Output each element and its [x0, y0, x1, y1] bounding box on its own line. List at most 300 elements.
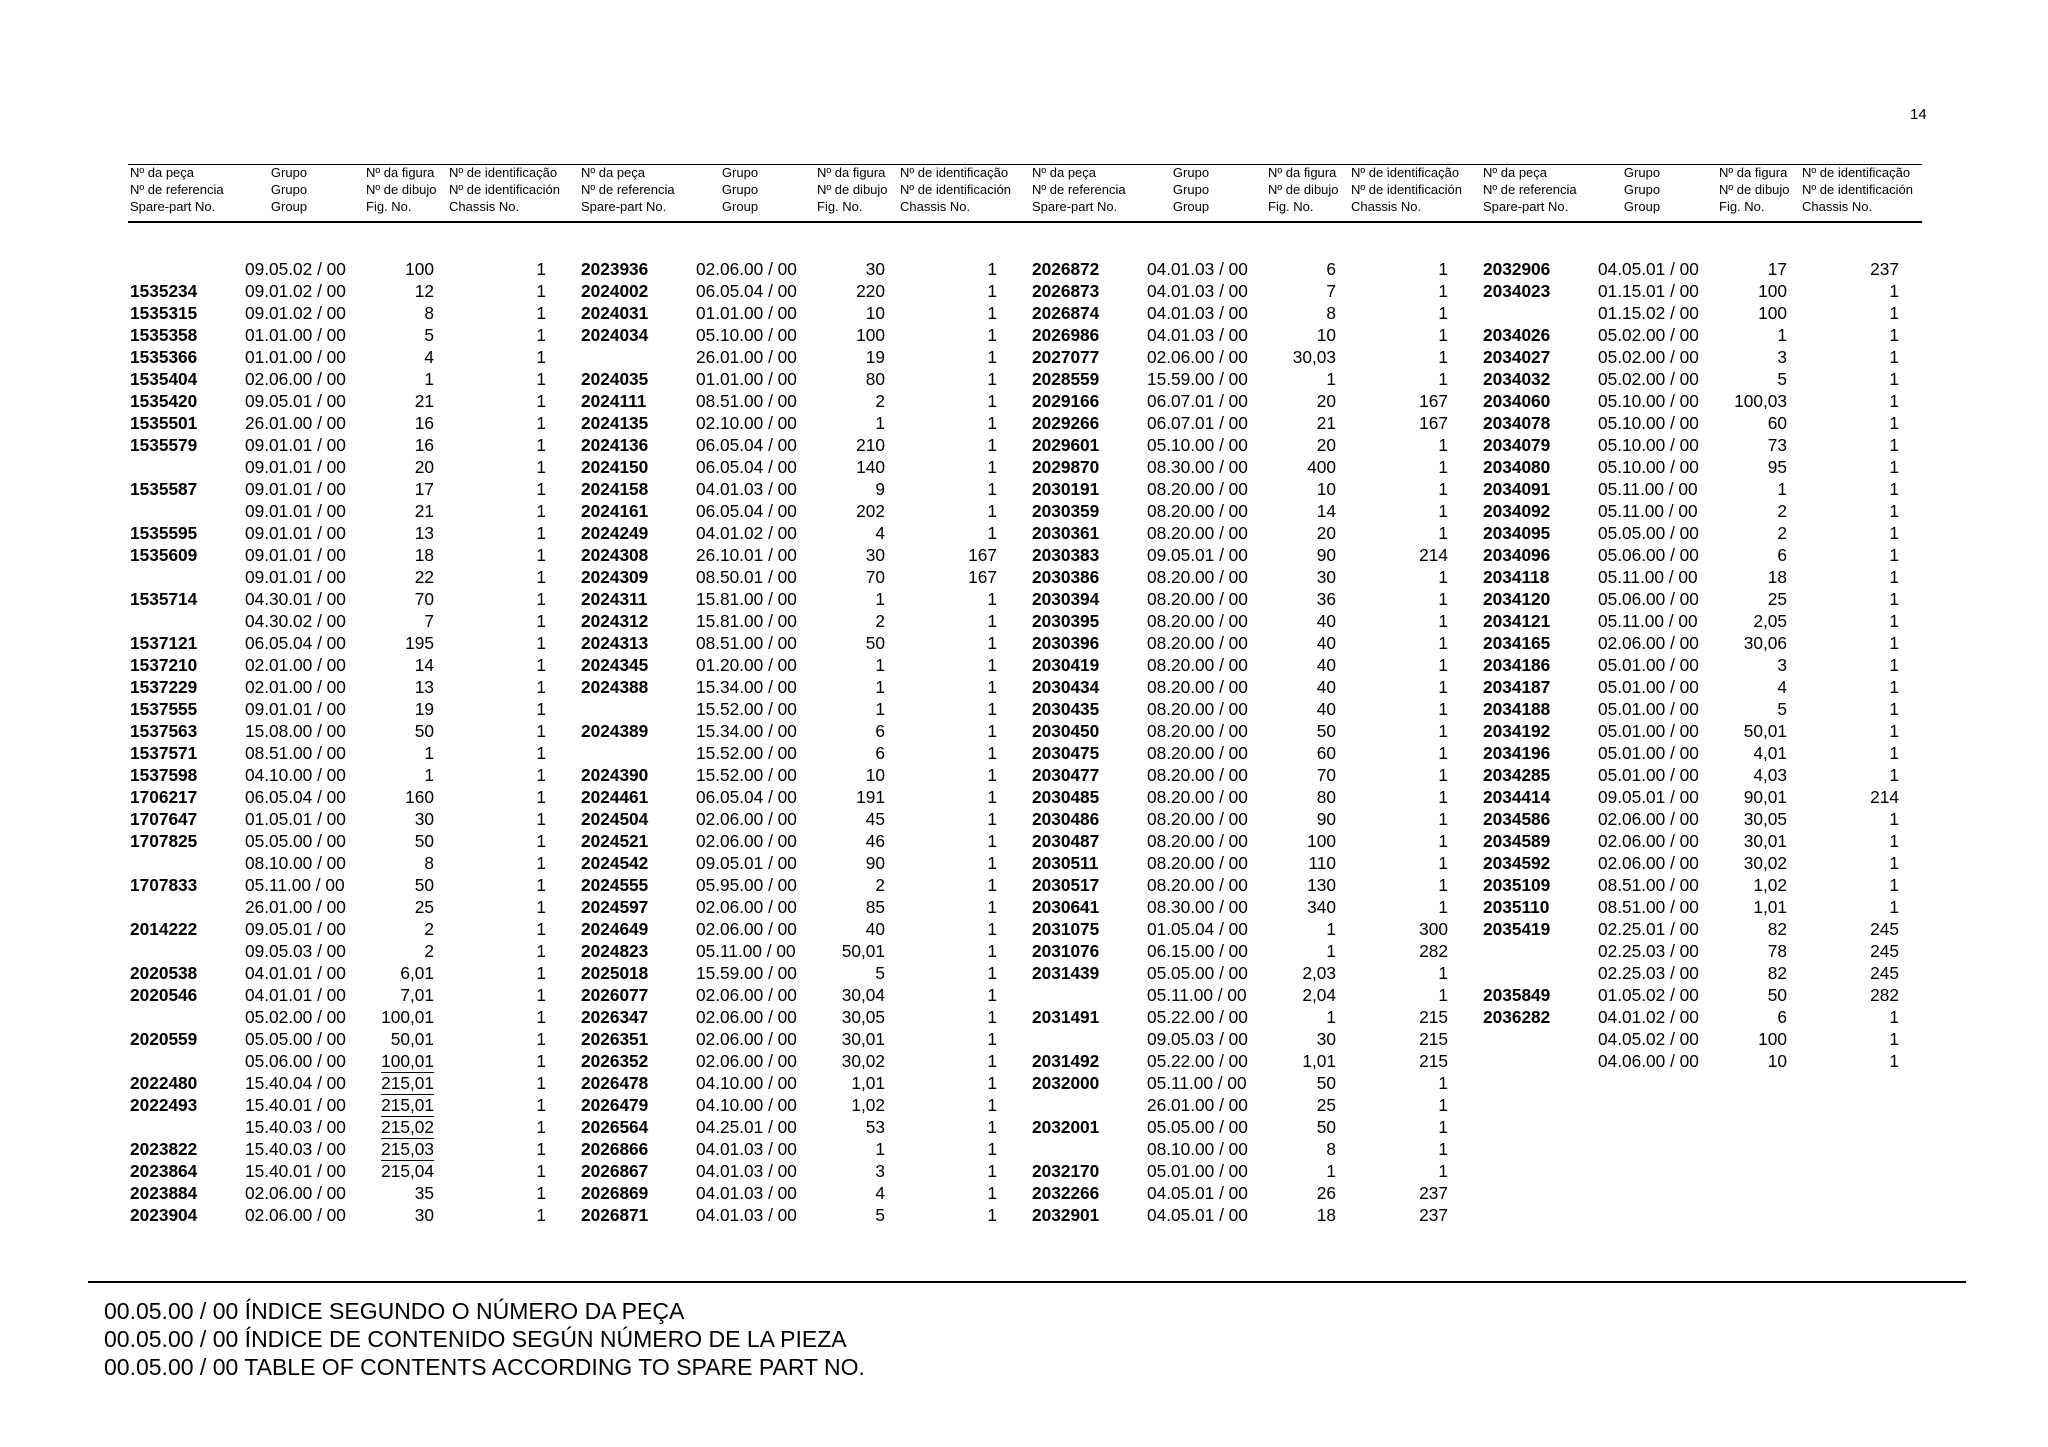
group-code: 09.01.01 / 00: [245, 435, 346, 455]
part-number: 2032170: [1032, 1161, 1100, 1181]
figure-number: 95: [1767, 457, 1787, 477]
table-row: [130, 918, 570, 940]
figure-number: 2: [424, 919, 434, 939]
group-code: 08.20.00 / 00: [1147, 765, 1248, 785]
figure-number: 1: [875, 413, 885, 433]
chassis-number: 1: [536, 1073, 546, 1093]
chassis-number: 1: [987, 677, 997, 697]
figure-number: 10: [865, 303, 885, 323]
table-row: [581, 368, 1021, 390]
group-code: 26.01.00 / 00: [696, 347, 797, 367]
chassis-number: 1: [536, 655, 546, 675]
part-number: 2030386: [1032, 567, 1100, 587]
group-code: 08.51.00 / 00: [245, 743, 346, 763]
table-row: [581, 280, 1021, 302]
table-row: [581, 720, 1021, 742]
part-number: 2034118: [1483, 567, 1550, 587]
part-number: 2024135: [581, 413, 649, 433]
part-number: 2026347: [581, 1007, 649, 1027]
chassis-number: 167: [968, 545, 997, 565]
chassis-number: 1: [987, 1073, 997, 1093]
chassis-number: 1: [987, 391, 997, 411]
table-row: [1032, 962, 1472, 984]
table-row: [1032, 654, 1472, 676]
figure-number: 195: [405, 633, 434, 653]
part-number: 2030641: [1032, 897, 1100, 917]
header-part-no-line: Nº da peça: [1032, 165, 1097, 180]
table-row: [1032, 918, 1472, 940]
part-number: 2031492: [1032, 1051, 1100, 1071]
group-code: 01.01.00 / 00: [245, 347, 346, 367]
header-part-no-line: Nº de referencia: [1483, 182, 1577, 197]
figure-number: 1: [424, 369, 434, 389]
table-row: [1032, 412, 1472, 434]
chassis-number: 1: [987, 1117, 997, 1137]
figure-number: 160: [405, 787, 434, 807]
figure-number: 100: [1758, 1029, 1787, 1049]
figure-number: 82: [1767, 963, 1787, 983]
table-row: [130, 368, 570, 390]
figure-number: 80: [865, 369, 885, 389]
group-code: 05.05.00 / 00: [1147, 963, 1248, 983]
chassis-number: 1: [1438, 501, 1448, 521]
table-row: [581, 1182, 1021, 1204]
figure-number: 100: [1307, 831, 1336, 851]
group-code: 08.20.00 / 00: [1147, 677, 1248, 697]
group-code: 05.10.00 / 00: [1598, 457, 1699, 477]
table-row: [1483, 918, 1923, 940]
part-number: 1535358: [130, 325, 198, 345]
part-number: 2034026: [1483, 325, 1551, 345]
table-row: [130, 1204, 570, 1226]
figure-number: 19: [414, 699, 434, 719]
part-number: 2024249: [581, 523, 649, 543]
chassis-number: 1: [1438, 259, 1448, 279]
table-row: [1032, 1006, 1472, 1028]
figure-number: 4: [875, 1183, 885, 1203]
group-code: 26.01.00 / 00: [245, 897, 346, 917]
chassis-number: 1: [536, 1095, 546, 1115]
chassis-number: 1: [1889, 391, 1899, 411]
group-code: 04.10.00 / 00: [696, 1095, 797, 1115]
chassis-number: 1: [1438, 699, 1448, 719]
header-part-no-line: Spare-part No.: [1483, 199, 1569, 214]
chassis-number: 1: [536, 941, 546, 961]
table-row: [1032, 764, 1472, 786]
chassis-number: 1: [536, 1139, 546, 1159]
table-row: [581, 500, 1021, 522]
table-row: [1483, 588, 1923, 610]
table-row: [1483, 258, 1923, 280]
group-code: 05.11.00 / 00: [1598, 611, 1698, 631]
figure-number: 46: [865, 831, 885, 851]
group-code: 04.01.02 / 00: [696, 523, 797, 543]
group-code: 05.05.00 / 00: [1147, 1117, 1248, 1137]
chassis-number: 282: [1419, 941, 1448, 961]
chassis-number: 215: [1419, 1029, 1448, 1049]
part-number: 2036282: [1483, 1007, 1551, 1027]
figure-number: 215,04: [381, 1161, 434, 1181]
group-code: 01.01.00 / 00: [245, 325, 346, 345]
chassis-number: 1: [536, 897, 546, 917]
table-row: [1032, 940, 1472, 962]
header-chassis-no-line: Nº de identificación: [1351, 182, 1462, 197]
header-fig-no-line: Fig. No.: [366, 199, 412, 214]
group-code: 05.01.00 / 00: [1598, 677, 1699, 697]
group-code: 08.10.00 / 00: [1147, 1139, 1248, 1159]
header-part-no-line: Spare-part No.: [581, 199, 667, 214]
part-number: 1535595: [130, 523, 198, 543]
table-row: [581, 1072, 1021, 1094]
part-number: 2024312: [581, 611, 649, 631]
chassis-number: 1: [987, 963, 997, 983]
group-code: 04.01.03 / 00: [696, 1183, 797, 1203]
figure-number: 6: [1777, 1007, 1787, 1027]
figure-number: 18: [1767, 567, 1787, 587]
group-code: 08.20.00 / 00: [1147, 567, 1248, 587]
table-row: [1483, 632, 1923, 654]
table-row: [581, 1006, 1021, 1028]
group-code: 09.05.03 / 00: [245, 941, 346, 961]
part-number: 2024390: [581, 765, 649, 785]
figure-number: 90,01: [1743, 787, 1787, 807]
group-code: 02.06.00 / 00: [696, 831, 797, 851]
figure-number: 1: [1326, 919, 1336, 939]
table-row: [1032, 1050, 1472, 1072]
chassis-number: 1: [1889, 435, 1899, 455]
figure-number: 30: [414, 809, 434, 829]
figure-number: 4,01: [1753, 743, 1787, 763]
table-row: [130, 786, 570, 808]
table-row: [581, 830, 1021, 852]
part-number: 2034023: [1483, 281, 1551, 301]
figure-number: 82: [1767, 919, 1787, 939]
chassis-number: 1: [987, 655, 997, 675]
figure-number: 1: [424, 765, 434, 785]
part-number: 2030361: [1032, 523, 1100, 543]
figure-number: 20: [414, 457, 434, 477]
chassis-number: 1: [536, 743, 546, 763]
chassis-number: 1: [987, 831, 997, 851]
figure-number: 2: [424, 941, 434, 961]
part-number: 2034196: [1483, 743, 1551, 763]
figure-number: 20: [1316, 523, 1336, 543]
table-row: [581, 478, 1021, 500]
group-code: 09.05.01 / 00: [1147, 545, 1248, 565]
group-code: 01.05.02 / 00: [1598, 985, 1699, 1005]
group-code: 05.11.00 / 00: [1147, 1073, 1247, 1093]
chassis-number: 1: [536, 589, 546, 609]
table-row: [1032, 368, 1472, 390]
chassis-number: 167: [1419, 391, 1448, 411]
figure-number: 215,01: [381, 1095, 434, 1115]
figure-number: 10: [865, 765, 885, 785]
group-code: 09.05.02 / 00: [245, 259, 346, 279]
group-code: 06.07.01 / 00: [1147, 391, 1248, 411]
part-number: 2034092: [1483, 501, 1551, 521]
group-code: 05.11.00 / 00: [696, 941, 796, 961]
figure-number: 3: [1777, 347, 1787, 367]
header-chassis-no-line: Nº de identificación: [1802, 182, 1913, 197]
header-part-no: [1483, 164, 1577, 215]
figure-number: 14: [414, 655, 434, 675]
header-group-line: Grupo: [1623, 182, 1661, 197]
table-row: [130, 742, 570, 764]
group-code: 15.52.00 / 00: [696, 765, 797, 785]
table-row: [1483, 434, 1923, 456]
table-row: [1032, 478, 1472, 500]
chassis-number: 1: [1889, 831, 1899, 851]
figure-number: 30,01: [1743, 831, 1787, 851]
part-number: 2024031: [581, 303, 649, 323]
chassis-number: 1: [536, 677, 546, 697]
chassis-number: 1: [536, 985, 546, 1005]
chassis-number: 1: [987, 413, 997, 433]
table-row: [1483, 1028, 1923, 1050]
part-number: 1537229: [130, 677, 198, 697]
chassis-number: 1: [536, 1205, 546, 1225]
group-code: 05.01.00 / 00: [1147, 1161, 1248, 1181]
header-rule-bottom: [128, 221, 1922, 223]
part-number: 2034285: [1483, 765, 1551, 785]
table-row: [130, 434, 570, 456]
table-row: [581, 588, 1021, 610]
chassis-number: 1: [1438, 369, 1448, 389]
table-row: [581, 610, 1021, 632]
table-row: [581, 896, 1021, 918]
figure-number: 215,03: [381, 1139, 434, 1159]
group-code: 15.40.03 / 00: [245, 1117, 346, 1137]
chassis-number: 1: [1438, 1161, 1448, 1181]
figure-number: 20: [1316, 391, 1336, 411]
figure-number: 50: [1316, 1117, 1336, 1137]
group-code: 15.81.00 / 00: [696, 589, 797, 609]
part-number: 2023936: [581, 259, 649, 279]
group-code: 15.40.01 / 00: [245, 1095, 346, 1115]
table-row: [130, 1006, 570, 1028]
part-number: 2030517: [1032, 875, 1100, 895]
table-row: [130, 1050, 570, 1072]
group-code: 15.40.04 / 00: [245, 1073, 346, 1093]
part-number: 2024308: [581, 545, 649, 565]
table-row: [1032, 1138, 1472, 1160]
header-fig-no-line: Nº da figura: [1268, 165, 1337, 180]
table-row: [1032, 632, 1472, 654]
part-number: 2030435: [1032, 699, 1100, 719]
part-number: 2026479: [581, 1095, 649, 1115]
chassis-number: 1: [1438, 589, 1448, 609]
figure-number: 2,04: [1302, 985, 1336, 1005]
group-code: 08.20.00 / 00: [1147, 787, 1248, 807]
group-code: 05.05.00 / 00: [1598, 523, 1699, 543]
figure-number: 12: [414, 281, 434, 301]
figure-number: 3: [875, 1161, 885, 1181]
page-number: 14: [1910, 106, 1927, 123]
chassis-number: 1: [1889, 743, 1899, 763]
part-number: 2024388: [581, 677, 649, 697]
figure-number: 2,05: [1753, 611, 1787, 631]
table-row: [1483, 456, 1923, 478]
figure-number: 1: [424, 743, 434, 763]
header-group: [1598, 164, 1686, 215]
group-code: 08.10.00 / 00: [245, 853, 346, 873]
table-row: [1032, 566, 1472, 588]
header-fig-no-line: Nº da figura: [817, 165, 886, 180]
table-row: [130, 324, 570, 346]
part-number: 2034192: [1483, 721, 1551, 741]
table-row: [1032, 1072, 1472, 1094]
figure-number: 1: [1777, 325, 1787, 345]
figure-number: 8: [424, 303, 434, 323]
chassis-number: 1: [536, 875, 546, 895]
part-number: 1535404: [130, 369, 198, 389]
group-code: 09.05.01 / 00: [245, 919, 346, 939]
group-code: 05.10.00 / 00: [1147, 435, 1248, 455]
chassis-number: 1: [1438, 1073, 1448, 1093]
chassis-number: 1: [987, 435, 997, 455]
figure-number: 100,03: [1734, 391, 1787, 411]
chassis-number: 1: [1889, 655, 1899, 675]
figure-number: 202: [856, 501, 885, 521]
figure-number: 1: [875, 677, 885, 697]
part-number: 1535501: [130, 413, 198, 433]
part-number: 1537598: [130, 765, 198, 785]
figure-number: 73: [1767, 435, 1787, 455]
chassis-number: 1: [536, 1117, 546, 1137]
group-code: 05.01.00 / 00: [1598, 721, 1699, 741]
header-chassis-no: [449, 164, 560, 215]
figure-number: 26: [1316, 1183, 1336, 1203]
header-fig-no-line: Fig. No.: [1268, 199, 1314, 214]
figure-number: 8: [1326, 303, 1336, 323]
part-number: 1535609: [130, 545, 198, 565]
figure-number: 100,01: [381, 1051, 434, 1071]
chassis-number: 1: [1438, 985, 1448, 1005]
figure-number: 21: [414, 501, 434, 521]
part-number: 2027077: [1032, 347, 1100, 367]
part-number: 2035109: [1483, 875, 1551, 895]
header-fig-no: [1268, 164, 1339, 215]
part-number: 2026478: [581, 1073, 649, 1093]
chassis-number: 1: [1438, 743, 1448, 763]
header-chassis-no-line: Nº de identificação: [449, 165, 558, 180]
chassis-number: 1: [1438, 875, 1448, 895]
figure-number: 3: [1777, 655, 1787, 675]
part-number: 1537555: [130, 699, 198, 719]
figure-number: 110: [1308, 853, 1336, 873]
header-group-line: Group: [1172, 199, 1210, 214]
table-row: [1483, 984, 1923, 1006]
part-number: 2034592: [1483, 853, 1551, 873]
footer-title-es: 00.05.00 / 00 ÍNDICE DE CONTENIDO SEGÚN NÚMERO DE LA PIEZA: [104, 1326, 847, 1352]
table-row: [130, 390, 570, 412]
figure-number: 78: [1767, 941, 1787, 961]
part-number: 2022493: [130, 1095, 198, 1115]
group-code: 05.22.00 / 00: [1147, 1007, 1248, 1027]
group-code: 06.05.04 / 00: [696, 787, 797, 807]
header-chassis-no: [1351, 164, 1462, 215]
part-number: 2030487: [1032, 831, 1100, 851]
group-code: 09.01.01 / 00: [245, 479, 346, 499]
header-fig-no-line: Nº da figura: [366, 165, 435, 180]
table-row: [1483, 962, 1923, 984]
group-code: 05.01.00 / 00: [1598, 699, 1699, 719]
figure-number: 35: [414, 1183, 434, 1203]
figure-number: 30: [865, 545, 885, 565]
part-number: 2023904: [130, 1205, 198, 1225]
part-number: 2024309: [581, 567, 649, 587]
figure-number: 50,01: [841, 941, 885, 961]
figure-number: 210: [856, 435, 885, 455]
group-code: 04.10.00 / 00: [696, 1073, 797, 1093]
figure-number: 400: [1307, 457, 1336, 477]
chassis-number: 1: [536, 413, 546, 433]
table-row: [581, 742, 1021, 764]
group-code: 02.06.00 / 00: [1598, 831, 1699, 851]
group-code: 08.20.00 / 00: [1147, 633, 1248, 653]
group-code: 05.02.00 / 00: [1598, 325, 1699, 345]
part-number: 1707647: [130, 809, 198, 829]
group-code: 05.01.00 / 00: [1598, 743, 1699, 763]
table-row: [1483, 500, 1923, 522]
figure-number: 1,02: [1753, 875, 1787, 895]
chassis-number: 1: [987, 1051, 997, 1071]
figure-number: 10: [1316, 325, 1336, 345]
header-chassis-no: [1802, 164, 1913, 215]
figure-number: 6: [1326, 259, 1336, 279]
figure-number: 13: [414, 677, 434, 697]
group-code: 01.05.04 / 00: [1147, 919, 1248, 939]
group-code: 02.25.01 / 00: [1598, 919, 1699, 939]
part-number: 1537563: [130, 721, 198, 741]
header-chassis-no-line: Nº de identificação: [1351, 165, 1460, 180]
group-code: 04.01.03 / 00: [696, 1161, 797, 1181]
header-part-no: [581, 164, 675, 215]
table-row: [581, 390, 1021, 412]
chassis-number: 1: [1438, 611, 1448, 631]
table-row: [1032, 896, 1472, 918]
chassis-number: 1: [1438, 325, 1448, 345]
part-number: 2026871: [581, 1205, 649, 1225]
table-row: [581, 962, 1021, 984]
part-number: 2024389: [581, 721, 649, 741]
part-number: 2024002: [581, 281, 649, 301]
group-code: 15.34.00 / 00: [696, 677, 797, 697]
group-code: 08.50.01 / 00: [696, 567, 797, 587]
part-number: 2024136: [581, 435, 649, 455]
table-row: [130, 566, 570, 588]
group-code: 04.01.03 / 00: [696, 1205, 797, 1225]
part-number: 2024461: [581, 787, 649, 807]
part-number: 2024597: [581, 897, 649, 917]
part-number: 2026867: [581, 1161, 649, 1181]
table-row: [1483, 324, 1923, 346]
group-code: 09.05.01 / 00: [245, 391, 346, 411]
header-group: [1147, 164, 1235, 215]
group-code: 15.52.00 / 00: [696, 743, 797, 763]
figure-number: 90: [865, 853, 885, 873]
header-group: [696, 164, 784, 215]
part-number: 2030383: [1032, 545, 1100, 565]
chassis-number: 1: [1889, 589, 1899, 609]
part-number: 2030419: [1032, 655, 1100, 675]
table-row: [130, 1072, 570, 1094]
table-row: [1032, 324, 1472, 346]
group-code: 05.11.00 / 00: [1598, 501, 1698, 521]
figure-number: 5: [424, 325, 434, 345]
table-row: [1032, 786, 1472, 808]
header-group-line: Group: [270, 199, 308, 214]
